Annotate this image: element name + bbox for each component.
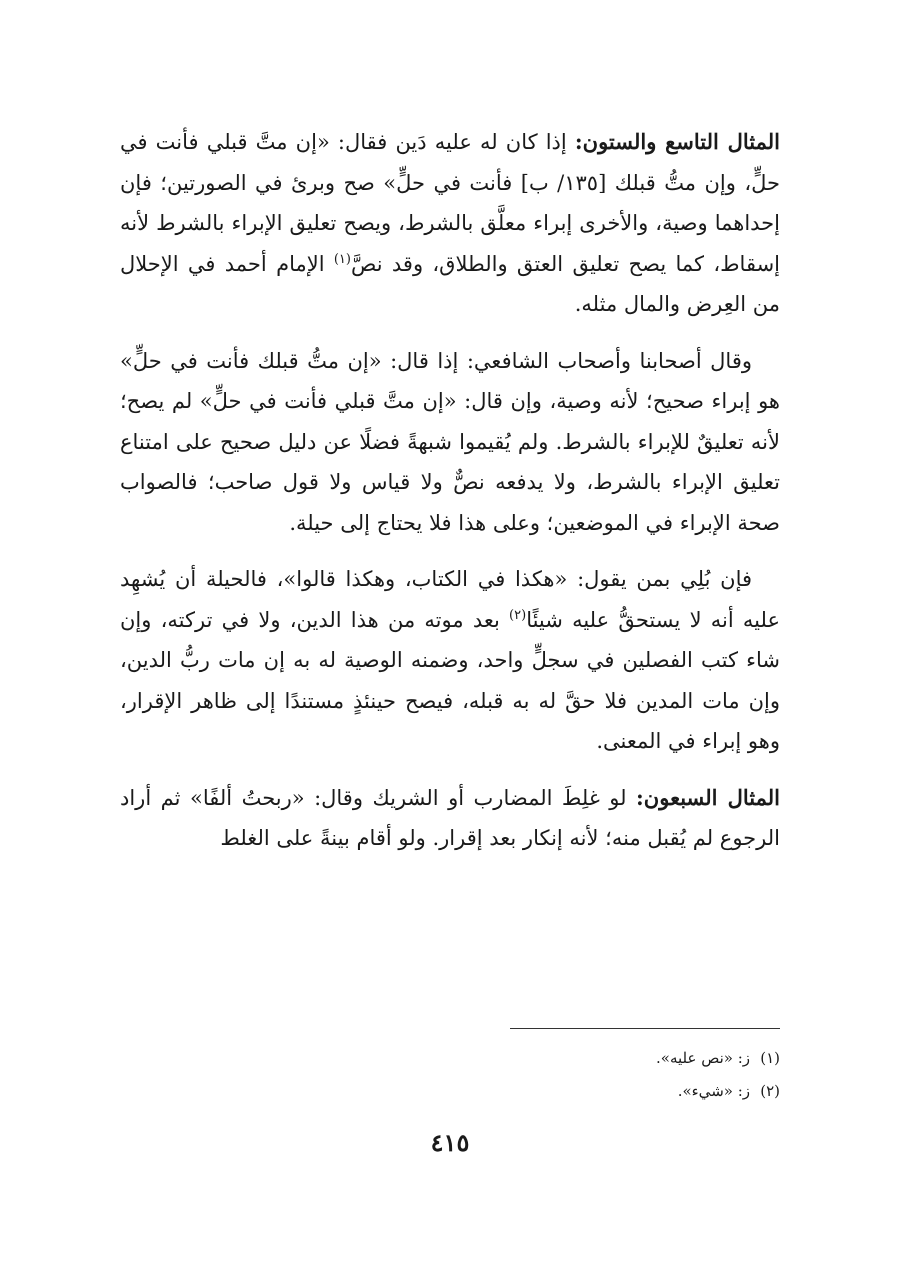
paragraph-text: لو غلِطَ المضارب أو الشريك وقال: «ربحتُ ألفًا» ثم أراد الرجوع لم يُقبل منه؛ لأنه إنكار بعد إقرار. ولو أقام بينةً على الغلط — [120, 785, 780, 850]
footnote-ref: (١) — [333, 251, 351, 267]
footnote-item — [120, 1042, 780, 1075]
footnote-text: ز: «نص عليه». — [656, 1049, 750, 1067]
footnotes — [120, 1042, 780, 1108]
footnote-number: (٢) — [760, 1082, 780, 1100]
paragraph-shafii-view — [120, 341, 780, 544]
paragraph-text: فإن بُلِي بمن يقول: «هكذا في الكتاب، وهكذا قالوا»، فالحيلة أن يُشهِد عليه أنه لا يستحقُّ عليه شيئًا — [120, 567, 780, 632]
paragraph-example-69 — [120, 122, 780, 325]
paragraph-text: وقال أصحابنا وأصحاب الشافعي: إذا قال: «إن متُّ قبلك فأنت في حلٍّ» هو إبراء صحيح؛ لأنه وصية، وإن قال: «إن متَّ قبلي فأنت في حلٍّ» لم يصح؛ لأنه تعليقٌ للإبراء بالشرط. ولم يُقيموا شبهةً فضلًا عن دليل صحيح على امتناع تعليق الإبراء بالشرط، ولا يدفعه نصٌّ ولا قياس ولا قول صاحب؛ فالصواب صحة الإبراء في الموضعين؛ وعلى هذا فلا يحتاج إلى حيلة. — [120, 348, 780, 535]
paragraph-stratagem — [120, 559, 780, 762]
footnote-item — [120, 1075, 780, 1108]
footnote-text: ز: «شيء». — [677, 1082, 750, 1100]
paragraph-example-70 — [120, 778, 780, 859]
paragraph-text-tail: الإمام أحمد في الإحلال من العِرض والمال مثله. — [120, 251, 780, 316]
page-number: ٤١٥ — [430, 1128, 470, 1157]
paragraph-text: إذا كان له عليه دَين فقال: «إن متَّ قبلي فأنت في حلٍّ، وإن متُّ قبلك [١٣٥/ ب] فأنت في حلٍّ» صح وبرئ في الصورتين؛ فإن إحداهما وصية، والأخرى إبراء معلَّق بالشرط، ويصح تعليق الإبراء بالشرط لأنه إسقاط، كما يصح تعليق العتق والطلاق، وقد نصَّ — [120, 130, 780, 276]
example-heading: المثال السبعون: — [636, 784, 781, 810]
footnote-divider — [510, 1028, 780, 1029]
footnote-ref: (٢) — [509, 607, 527, 623]
main-text — [120, 122, 780, 875]
example-heading: المثال التاسع والستون: — [574, 129, 781, 154]
footnote-number: (١) — [760, 1049, 780, 1067]
paragraph-text-tail: بعد موته من هذا الدين، ولا في تركته، وإن شاء كتب الفصلين في سجلٍّ واحد، وضمنه الوصية له به إن مات ربُّ الدين، وإن مات المدين فلا حقَّ له به قبله، فيصح حينئذٍ مستندًا إلى ظاهر الإقرار، وهو إبراء في المعنى. — [120, 607, 780, 753]
